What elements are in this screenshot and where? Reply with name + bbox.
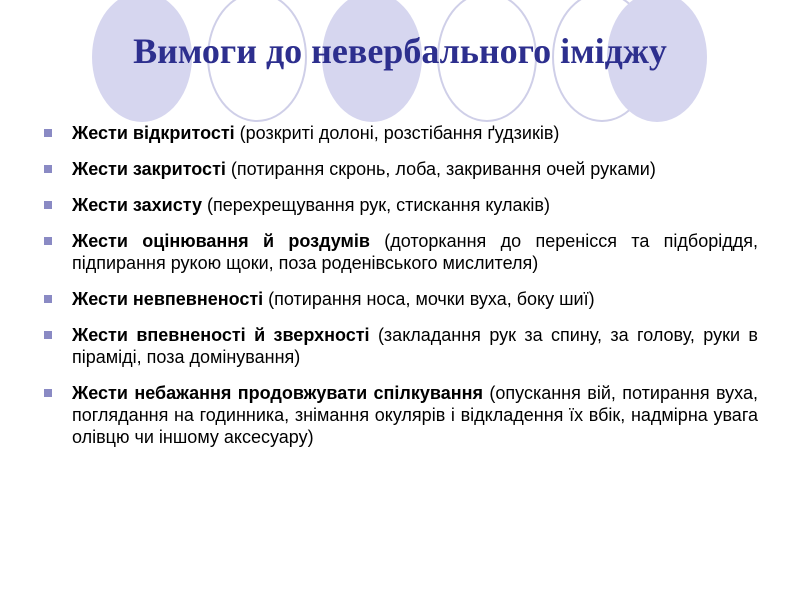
bullet-marker-icon [44, 201, 52, 209]
bullet-text: (розкриті долоні, розстібання ґудзиків) [234, 123, 560, 143]
bullet-marker-icon [44, 129, 52, 137]
bullet-text: (потирання скронь, лоба, закривання очей руками) [225, 159, 656, 179]
bullet-marker-icon [44, 389, 52, 397]
bullet-lead: Жести небажання продовжувати спілкування [72, 383, 483, 403]
bullet-marker-icon [44, 165, 52, 173]
bullet-list [40, 122, 758, 462]
bullet-lead: Жести захисту [72, 195, 203, 215]
bullet-marker-icon [44, 331, 52, 339]
bullet-lead: Жести відкритості [72, 123, 235, 143]
bullet-marker-icon [44, 295, 52, 303]
bullet-text: (опускання вій, потирання вуха, поглядання на годинника, знімання окулярів і відкладення їх вбік, надмірна увага олівцю чи іншому аксесуару) [72, 383, 758, 447]
bullet-text: (потирання носа, мочки вуха, боку шиї) [263, 289, 595, 309]
bullet-text: (закладання рук за спину, за голову, руки в піраміді, поза домінування) [72, 325, 758, 367]
bullet-item [40, 230, 758, 274]
bullet-lead: Жести невпевненості [72, 289, 264, 309]
bullet-marker-icon [44, 237, 52, 245]
bullet-lead: Жести закритості [72, 159, 226, 179]
bullet-text: (доторкання до перенісся та підборіддя, підпирання рукою щоки, поза роденівського мислителя) [72, 231, 758, 273]
bullet-lead: Жести впевненості й зверхності [72, 325, 370, 345]
bullet-text: (перехрещування рук, стискання кулаків) [202, 195, 550, 215]
bullet-item [40, 158, 758, 180]
bullet-item [40, 382, 758, 448]
bullet-lead: Жести оцінювання й роздумів [72, 231, 370, 251]
bullet-item [40, 288, 758, 310]
slide-title: Вимоги до невербального іміджу [133, 31, 667, 71]
bullet-item [40, 122, 758, 144]
bullet-item [40, 194, 758, 216]
bullet-item [40, 324, 758, 368]
